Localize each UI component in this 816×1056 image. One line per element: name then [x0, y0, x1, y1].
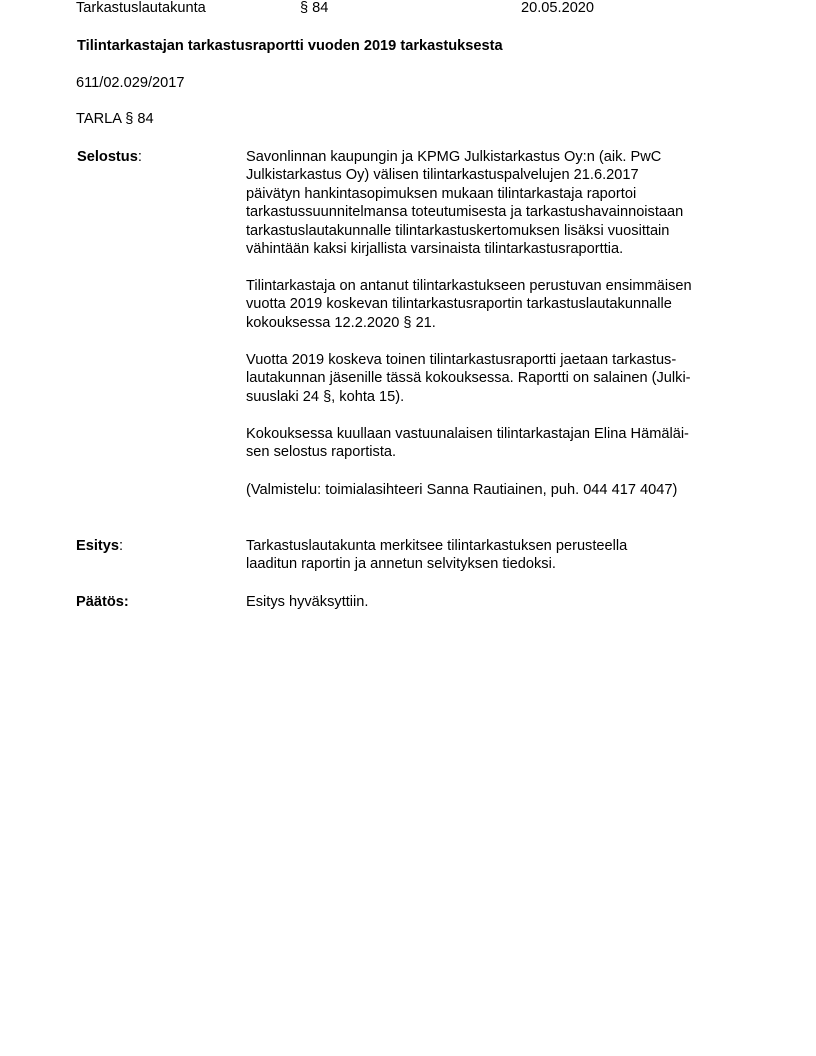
document-title: Tilintarkastajan tarkastusraportti vuoden 2019 tarkastuksesta [77, 38, 503, 54]
paatos-label: Päätös: [76, 594, 129, 610]
selostus-label-group [77, 148, 142, 166]
paragraph-line: tarkastussuunnitelmansa toteutumisesta ja tarkastushavainnoistaan [246, 204, 684, 221]
esitys-label-group [76, 537, 123, 555]
header-date: 20.05.2020 [521, 0, 595, 16]
selostus-colon: : [137, 149, 142, 165]
paragraph-line: (Valmistelu: toimialasihteeri Sanna Rautiainen, puh. 044 417 4047) [246, 482, 678, 498]
paragraph-line: Esitys hyväksyttiin. [246, 594, 369, 610]
esitys-label: Esitys [76, 538, 119, 554]
paragraph-line: Vuotta 2019 koskeva toinen tilintarkastusraportti jaetaan tarkastus- [246, 352, 677, 368]
paragraph-line: laaditun raportin ja annetun selvityksen tiedoksi. [246, 556, 556, 573]
selostus-label: Selostus [77, 149, 138, 165]
reference-code: TARLA § 84 [76, 111, 154, 127]
paragraph-line: tarkastuslautakunnalle tilintarkastuskertomuksen lisäksi vuosittain [246, 222, 670, 239]
paragraph-line: Kokouksessa kuullaan vastuunalaisen tilintarkastajan Elina Hämäläi- [246, 426, 689, 442]
selostus-paragraph-5 [246, 481, 766, 499]
selostus-paragraph-1 [246, 148, 766, 258]
header-committee: Tarkastuslautakunta [76, 0, 206, 16]
paragraph-line: lautakunnan jäsenille tässä kokouksessa. Raportti on salainen (Julki- [246, 370, 691, 387]
paragraph-line: suuslaki 24 §, kohta 15). [246, 388, 405, 405]
paragraph-line: vuotta 2019 koskevan tilintarkastusraportin tarkastuslautakunnalle [246, 296, 672, 313]
esitys-text [246, 537, 766, 574]
paragraph-line: kokouksessa 12.2.2020 § 21. [246, 314, 436, 331]
esitys-colon: : [119, 538, 124, 554]
selostus-paragraph-2 [246, 277, 766, 332]
reference-number: 611/02.029/2017 [76, 75, 185, 91]
paragraph-line: Tarkastuslautakunta merkitsee tilintarkastuksen perusteella [246, 538, 628, 554]
paragraph-line: Tilintarkastaja on antanut tilintarkastukseen perustuvan ensimmäisen [246, 278, 692, 294]
paragraph-line: vähintään kaksi kirjallista varsinaista tilintarkastusraporttia. [246, 241, 624, 258]
paragraph-line: sen selostus raportista. [246, 444, 397, 461]
selostus-paragraph-4 [246, 425, 766, 462]
selostus-paragraph-3 [246, 351, 766, 406]
header-section: § 84 [300, 0, 329, 16]
paragraph-line: päivätyn hankintasopimuksen mukaan tilintarkastaja raportoi [246, 185, 637, 202]
paatos-text [246, 593, 766, 611]
paragraph-line: Savonlinnan kaupungin ja KPMG Julkistarkastus Oy:n (aik. PwC [246, 149, 662, 165]
paragraph-line: Julkistarkastus Oy) välisen tilintarkastuspalvelujen 21.6.2017 [246, 167, 639, 184]
